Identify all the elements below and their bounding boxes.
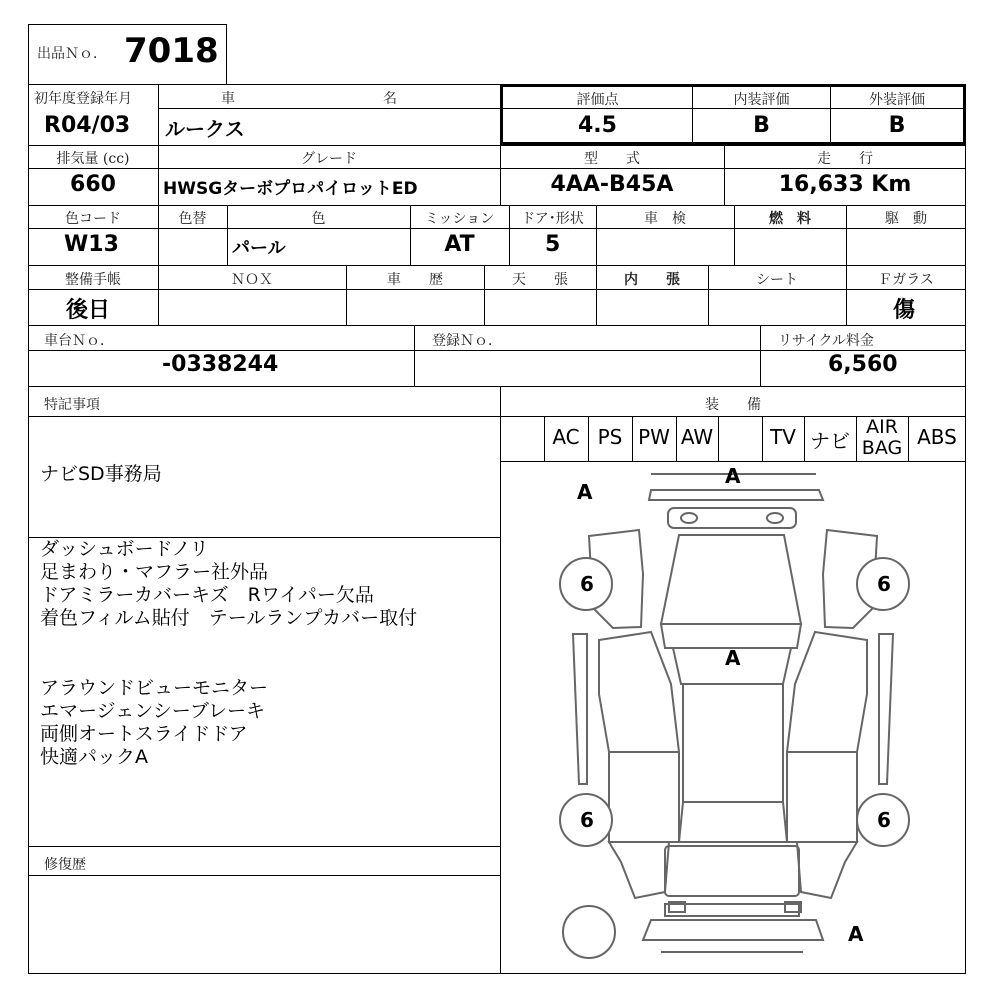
front-glass-value: 傷 [893, 298, 916, 323]
equip-tv: TV [770, 425, 796, 449]
notes-line: エマージェンシーブレーキ [40, 700, 266, 722]
model-value: 4AA-B45A [550, 172, 674, 197]
reg-date-value: R04/03 [44, 113, 131, 138]
lot-number-value: 7018 [124, 31, 219, 71]
lot-number-box [28, 24, 227, 85]
maintenance-label: 整備手帳 [65, 272, 121, 288]
front-bumper [649, 490, 823, 500]
notes-block-damage [40, 538, 417, 630]
notes-line: 着色フィルム貼付 テールランプカバー取付 [40, 607, 418, 629]
inspection-label: 車 検 [644, 211, 686, 227]
tire-fl-value: 6 [580, 572, 594, 596]
equip-airbag: AIR BAG [861, 416, 903, 459]
damage-mark-front-bumper: A [725, 464, 741, 488]
recycle-value: 6,560 [828, 352, 898, 377]
notes-line-navi: ナビSD事務局 [40, 463, 162, 485]
equip-aw: AW [680, 425, 714, 449]
grade-value: HWSGターボプロパイロットED [163, 179, 418, 199]
right-rear-quarter [797, 842, 857, 898]
left-front-door [599, 632, 679, 752]
right-mirror [879, 634, 893, 784]
score-value: 4.5 [578, 113, 617, 138]
score-box [500, 84, 966, 145]
notes-line: アラウンドビューモニター [40, 677, 269, 699]
maintenance-value: 後日 [66, 298, 111, 323]
car-name-label: 車 名 [221, 91, 437, 107]
equip-pw: PW [638, 425, 670, 449]
notes-line: 快適パックA [40, 746, 148, 768]
spare-tire-icon [563, 906, 615, 958]
mission-value: AT [444, 232, 475, 257]
tire-rl-value: 6 [580, 808, 594, 832]
history-label: 車 歴 [387, 272, 443, 288]
color-code-label: 色コード [65, 211, 121, 227]
grade-label: グレード [301, 151, 357, 167]
tire-fr-value: 6 [877, 572, 891, 596]
repair-history-label: 修復歴 [44, 857, 86, 873]
exterior-value: B [888, 113, 906, 138]
left-mirror [573, 634, 587, 784]
displacement-value: 660 [70, 172, 116, 197]
score-label: 評価点 [576, 92, 619, 108]
notes-line: ドアミラーカバーキズ Rワイパー欠品 [40, 584, 374, 606]
front-glass-label: Ｆガラス [878, 272, 934, 288]
exterior-label: 外装評価 [869, 92, 925, 108]
mileage-value: 16,633 Km [778, 172, 912, 197]
equip-ac: AC [552, 425, 580, 449]
interior-label: 内装評価 [733, 92, 790, 108]
lot-number-label: 出品Ｎｏ． [37, 46, 107, 62]
ceiling-label: 天 張 [512, 272, 568, 288]
equip-abs: ABS [917, 425, 957, 449]
chassis-value: -0338244 [162, 352, 279, 377]
recycle-label: リサイクル料金 [778, 333, 875, 349]
chassis-label: 車台Ｎｏ． [44, 333, 114, 349]
door-label: ドア･形状 [521, 211, 584, 227]
hood [661, 535, 801, 624]
rear-bumper [643, 920, 823, 940]
equipment-label: 装 備 [705, 397, 761, 413]
front-grille [668, 508, 796, 528]
rear-window [679, 802, 787, 842]
model-label: 型 式 [584, 151, 640, 167]
notes-line: ダッシュボードノリ [40, 538, 209, 560]
left-rear-door [609, 752, 679, 842]
back-door [665, 846, 799, 896]
displacement-label: 排気量 (cc) [56, 151, 130, 167]
tire-rr-value: 6 [877, 808, 891, 832]
reg-date-label: 初年度登録年月 [34, 91, 132, 107]
roof [683, 684, 783, 802]
equip-navi: ナビ [810, 429, 850, 453]
notes-line: 足まわり・マフラー社外品 [40, 561, 269, 583]
notes-line: 両側オートスライドドア [40, 723, 248, 745]
color-label: 色 [311, 211, 326, 227]
interior-value: B [753, 113, 770, 138]
damage-mark-front-left: A [577, 480, 593, 504]
mileage-label: 走 行 [817, 151, 873, 167]
notes-label: 特記事項 [44, 397, 100, 413]
drive-label: 駆 動 [885, 211, 927, 227]
left-rear-quarter [609, 842, 669, 898]
inner-trim-label: 内 張 [624, 272, 680, 288]
door-value: 5 [545, 232, 561, 257]
damage-mark-roof: A [725, 646, 741, 670]
color-code-value: W13 [64, 232, 119, 257]
nox-label: ＮＯＸ [231, 272, 273, 288]
color-value: パール [232, 238, 286, 259]
right-front-door [787, 632, 867, 752]
equip-ps: PS [597, 425, 623, 449]
car-diagram [501, 462, 965, 973]
fuel-label: 燃 料 [769, 211, 811, 227]
mission-label: ミッション [424, 211, 495, 227]
right-rear-door [787, 752, 857, 842]
notes-block-options [40, 677, 268, 769]
seat-label: シート [756, 272, 798, 288]
damage-mark-rear-right: A [848, 922, 864, 946]
car-name-value: ルークス [165, 117, 245, 141]
color-change-label: 色替 [178, 211, 207, 227]
reg-number-label: 登録Ｎｏ． [432, 333, 502, 349]
